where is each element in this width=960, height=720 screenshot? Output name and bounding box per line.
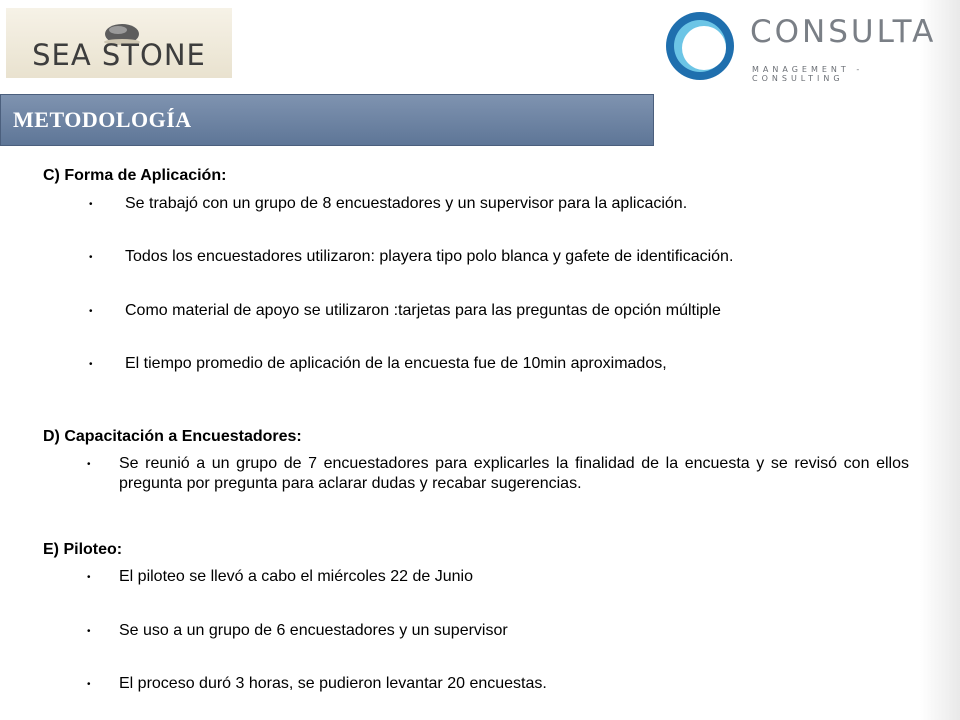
section-heading-e: E) Piloteo: xyxy=(43,541,123,558)
bullet-dot: • xyxy=(89,306,93,317)
bullet-dot: • xyxy=(89,252,93,263)
bullet-dot: • xyxy=(89,359,93,370)
consulta-tagline: MANAGEMENT - CONSULTING xyxy=(752,65,864,83)
section-heading-d: D) Capacitación a Encuestadores: xyxy=(43,428,302,445)
section-heading-c: C) Forma de Aplicación: xyxy=(43,167,227,184)
list-item: El piloteo se llevó a cabo el miércoles 22 de Junio xyxy=(119,568,473,585)
list-item: Se reunió a un grupo de 7 encuestadores para explicarles la finalidad de la encuesta y se revisó con ellos pregunta por pregunta para aclarar dudas y recabar sugerencias. xyxy=(119,455,909,492)
title-bar xyxy=(0,94,654,146)
bullet-dot: • xyxy=(87,626,91,637)
sea-stone-logo xyxy=(6,8,232,78)
consulta-wordmark: CONSULTA xyxy=(750,14,937,50)
page-title: METODOLOGÍA xyxy=(13,107,192,132)
list-item: Se uso a un grupo de 6 encuestadores y un supervisor xyxy=(119,622,508,639)
bullet-dot: • xyxy=(89,199,93,210)
list-item: Se trabajó con un grupo de 8 encuestadores y un supervisor para la aplicación. xyxy=(125,195,688,212)
bullet-dot: • xyxy=(87,572,91,583)
list-item: Todos los encuestadores utilizaron: playera tipo polo blanca y gafete de identificación. xyxy=(125,248,734,265)
bullet-dot: • xyxy=(87,459,91,470)
consulta-ring-icon xyxy=(662,8,742,88)
bullet-dot: • xyxy=(87,679,91,690)
list-item: Como material de apoyo se utilizaron :tarjetas para las preguntas de opción múltiple xyxy=(125,302,721,319)
list-item: El proceso duró 3 horas, se pudieron levantar 20 encuestas. xyxy=(119,675,547,692)
slide-background-edge xyxy=(920,0,960,720)
list-item: El tiempo promedio de aplicación de la encuesta fue de 10min aproximados, xyxy=(125,355,667,372)
sea-stone-wordmark: SEA STONE xyxy=(32,38,206,72)
